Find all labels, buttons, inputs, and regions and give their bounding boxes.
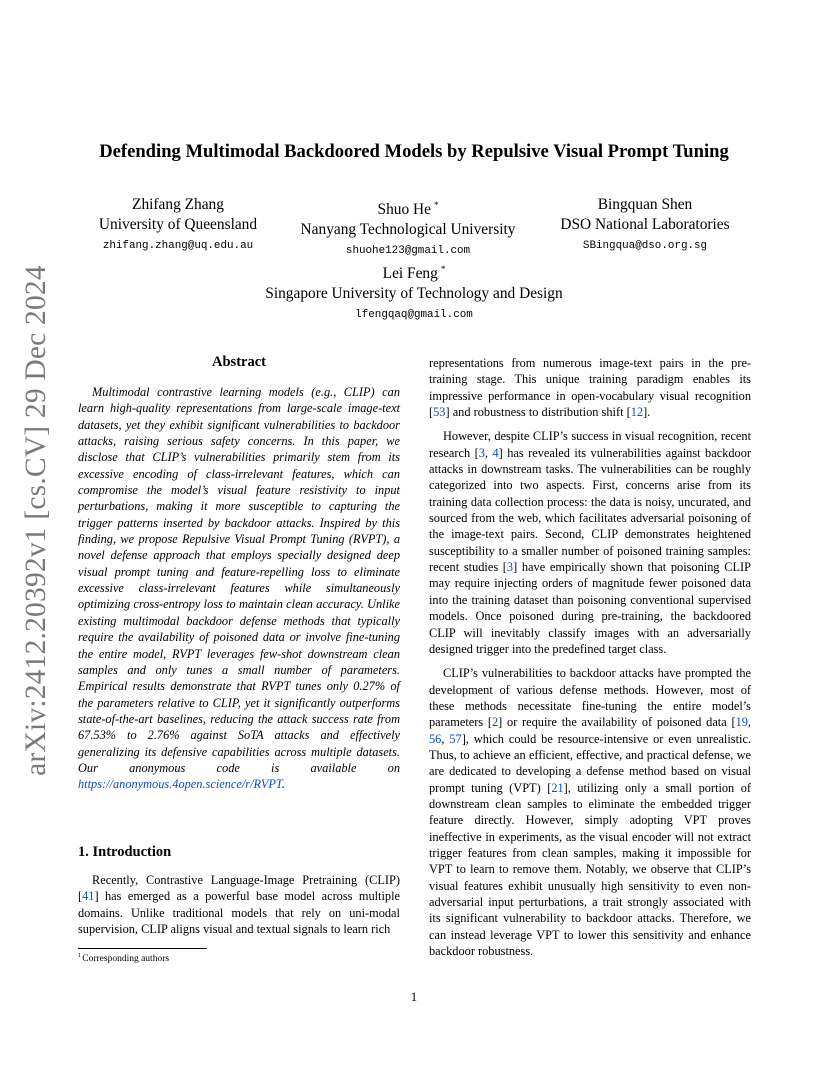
- author-name: Bingquan Shen: [597, 196, 693, 213]
- author-affiliation: Singapore University of Technology and Design: [265, 285, 563, 302]
- citation-link[interactable]: 56: [429, 731, 442, 746]
- author-block-3: [540, 195, 750, 253]
- citation-link[interactable]: 4: [492, 445, 499, 460]
- intro-paragraph-3: CLIP’s vulnerabilities to backdoor attacks have prompted the development of various defense methods. However, most of these methods necessitate fine-tuning the entire model’s parameters [2] or require the availability of poisoned data [19, 56, 57], which could be resource-intensive or even unrealistic. Thus, to achieve an efficient, effective, and practical defense, we are dedicated to developing a defense method based on visual prompt tuning (VPT) [21], utilizing only a small portion of downstream clean samples to eliminate the embedded trigger feature directly. However, simply adopting VPT proves ineffective in experiments, as the visual encoder will not extract trigger features from clean samples, making it impossible for VPT to learn to remove them. Notably, we observe that CLIP’s visual features exhibit unusually high sensitivity to even non-adversarial input perturbations, a trait strongly associated with its significant vulnerability to backdoor attacks. Therefore, we can instead leverage VPT to lower this sensitivity and enhance backdoor robustness.: [429, 666, 752, 959]
- author-email[interactable]: zhifang.zhang@uq.edu.au: [102, 240, 254, 252]
- citation-link[interactable]: 41: [82, 889, 95, 904]
- citation-link[interactable]: 19: [735, 715, 748, 730]
- intro-column-right: [429, 355, 751, 959]
- arxiv-identifier-text: arXiv:2412.20392v1 [cs.CV] 29 Dec 2024: [19, 264, 52, 776]
- author-block-1: [78, 195, 278, 253]
- footnote: $^1$Corresponding authors: [78, 952, 170, 964]
- abstract-heading: Abstract: [212, 354, 266, 370]
- author-email[interactable]: SBingqua@dso.org.sg: [582, 240, 708, 252]
- author-affiliation: Nanyang Technological University: [300, 221, 516, 238]
- citation-link[interactable]: 3: [506, 560, 514, 575]
- abstract-body: [78, 384, 400, 793]
- page-number: 1: [410, 990, 418, 1004]
- author-name: Zhifang Zhang: [132, 196, 224, 213]
- author-block-2: [288, 195, 528, 258]
- corresponding-mark: *: [433, 200, 439, 210]
- citation-link[interactable]: 2: [492, 715, 499, 730]
- intro-paragraph-1: Recently, Contrastive Language-Image Pretraining (CLIP) [41] has emerged as a powerful base model across multiple domains. Unlike traditional models that rely on uni-modal supervision, CLIP aligns visual and textual signals to learn rich: [78, 873, 401, 937]
- citation-link[interactable]: 21: [551, 780, 564, 795]
- citation-link[interactable]: 12: [630, 405, 644, 420]
- footnote-divider: [78, 948, 207, 949]
- intro-paragraph-2: However, despite CLIP’s success in visual recognition, recent research [3, 4] has revealed its vulnerabilities against backdoor attacks in downstream tasks. The vulnerabilities can be roughly categorized into two aspects. First, concerns arise from its training data collection process: the data is noisy, uncurated, and sourced from the web, which facilitates adversarial poisoning of the image-text pairs. Second, CLIP demonstrates heightened susceptibility to a smaller number of poisoned training samples: recent studies [3] have empirically shown that poisoning CLIP may require injecting orders of magnitude fewer poisoned data into the training dataset than poisoning conventional supervised models. Once poisoned during pre-training, the backdoored CLIP will inevitably classify images with an adversarially designed trigger into the predefined target class.: [429, 429, 751, 656]
- citation-link[interactable]: 57: [449, 731, 462, 746]
- author-block-4: [214, 259, 614, 322]
- author-email[interactable]: shuohe123@gmail.com: [345, 245, 471, 257]
- abstract-text: Multimodal contrastive learning models (e.g., CLIP) can learn high-quality representations from large-scale image-text datasets, yet they exhibit significant vulnerabilities to backdoor attacks, raising serious safety concerns. In this paper, we disclose that CLIP’s vulnerabilities primarily stem from its excessive encoding of class-irrelevant features, which can compromise the model’s visual feature resistivity to input perturbations, making it more susceptible to capturing the trigger patterns inserted by backdoor attacks. Inspired by this finding, we propose Repulsive Visual Prompt Tuning (RVPT), a novel defense approach that employs specially designed deep visual prompt tuning and feature-repelling loss to eliminate excessive class-irrelevant features while simultaneously optimizing cross-entropy loss to maintain clean accuracy. Unlike existing multimodal backdoor defense methods that typically require the availability of poisoned data or involve fine-tuning the entire model, RVPT leverages few-shot downstream clean samples and only tunes a small number of parameters. Empirical results demonstrate that RVPT tunes only 0.27% of the parameters relative to CLIP, yet it significantly outperforms state-of-the-art baselines, reducing the attack success rate from 67.53% to 2.76% against SoTA attacks and effectively generalizing its defensive capabilities across multiple datasets. Our anonymous code is available on https://anonymous.4open.science/r/RVPT.: [78, 385, 400, 792]
- intro-paragraph-1-continued: representations from numerous image-text pairs in the pre-training stage. This unique training paradigm enables its impressive performance in open-vocabulary visual recognition [53] and robustness to distribution shift [12].: [429, 356, 752, 420]
- author-name: Shuo He *: [377, 200, 439, 218]
- section-heading-introduction: 1. Introduction: [78, 844, 172, 860]
- author-email[interactable]: lfengqaq@gmail.com: [355, 309, 473, 321]
- author-name: Lei Feng *: [382, 264, 446, 282]
- intro-column-left: [78, 872, 400, 937]
- corresponding-mark: *: [440, 264, 446, 274]
- code-link[interactable]: https://anonymous.4open.science/r/RVPT: [78, 777, 282, 792]
- citation-link[interactable]: 53: [433, 405, 446, 420]
- author-affiliation: University of Queensland: [98, 216, 258, 233]
- arxiv-identifier: [19, 264, 52, 776]
- citation-link[interactable]: 3: [478, 445, 485, 460]
- author-affiliation: DSO National Laboratories: [560, 216, 730, 233]
- paper-title: Defending Multimodal Backdoored Models by Repulsive Visual Prompt Tuning: [99, 141, 729, 162]
